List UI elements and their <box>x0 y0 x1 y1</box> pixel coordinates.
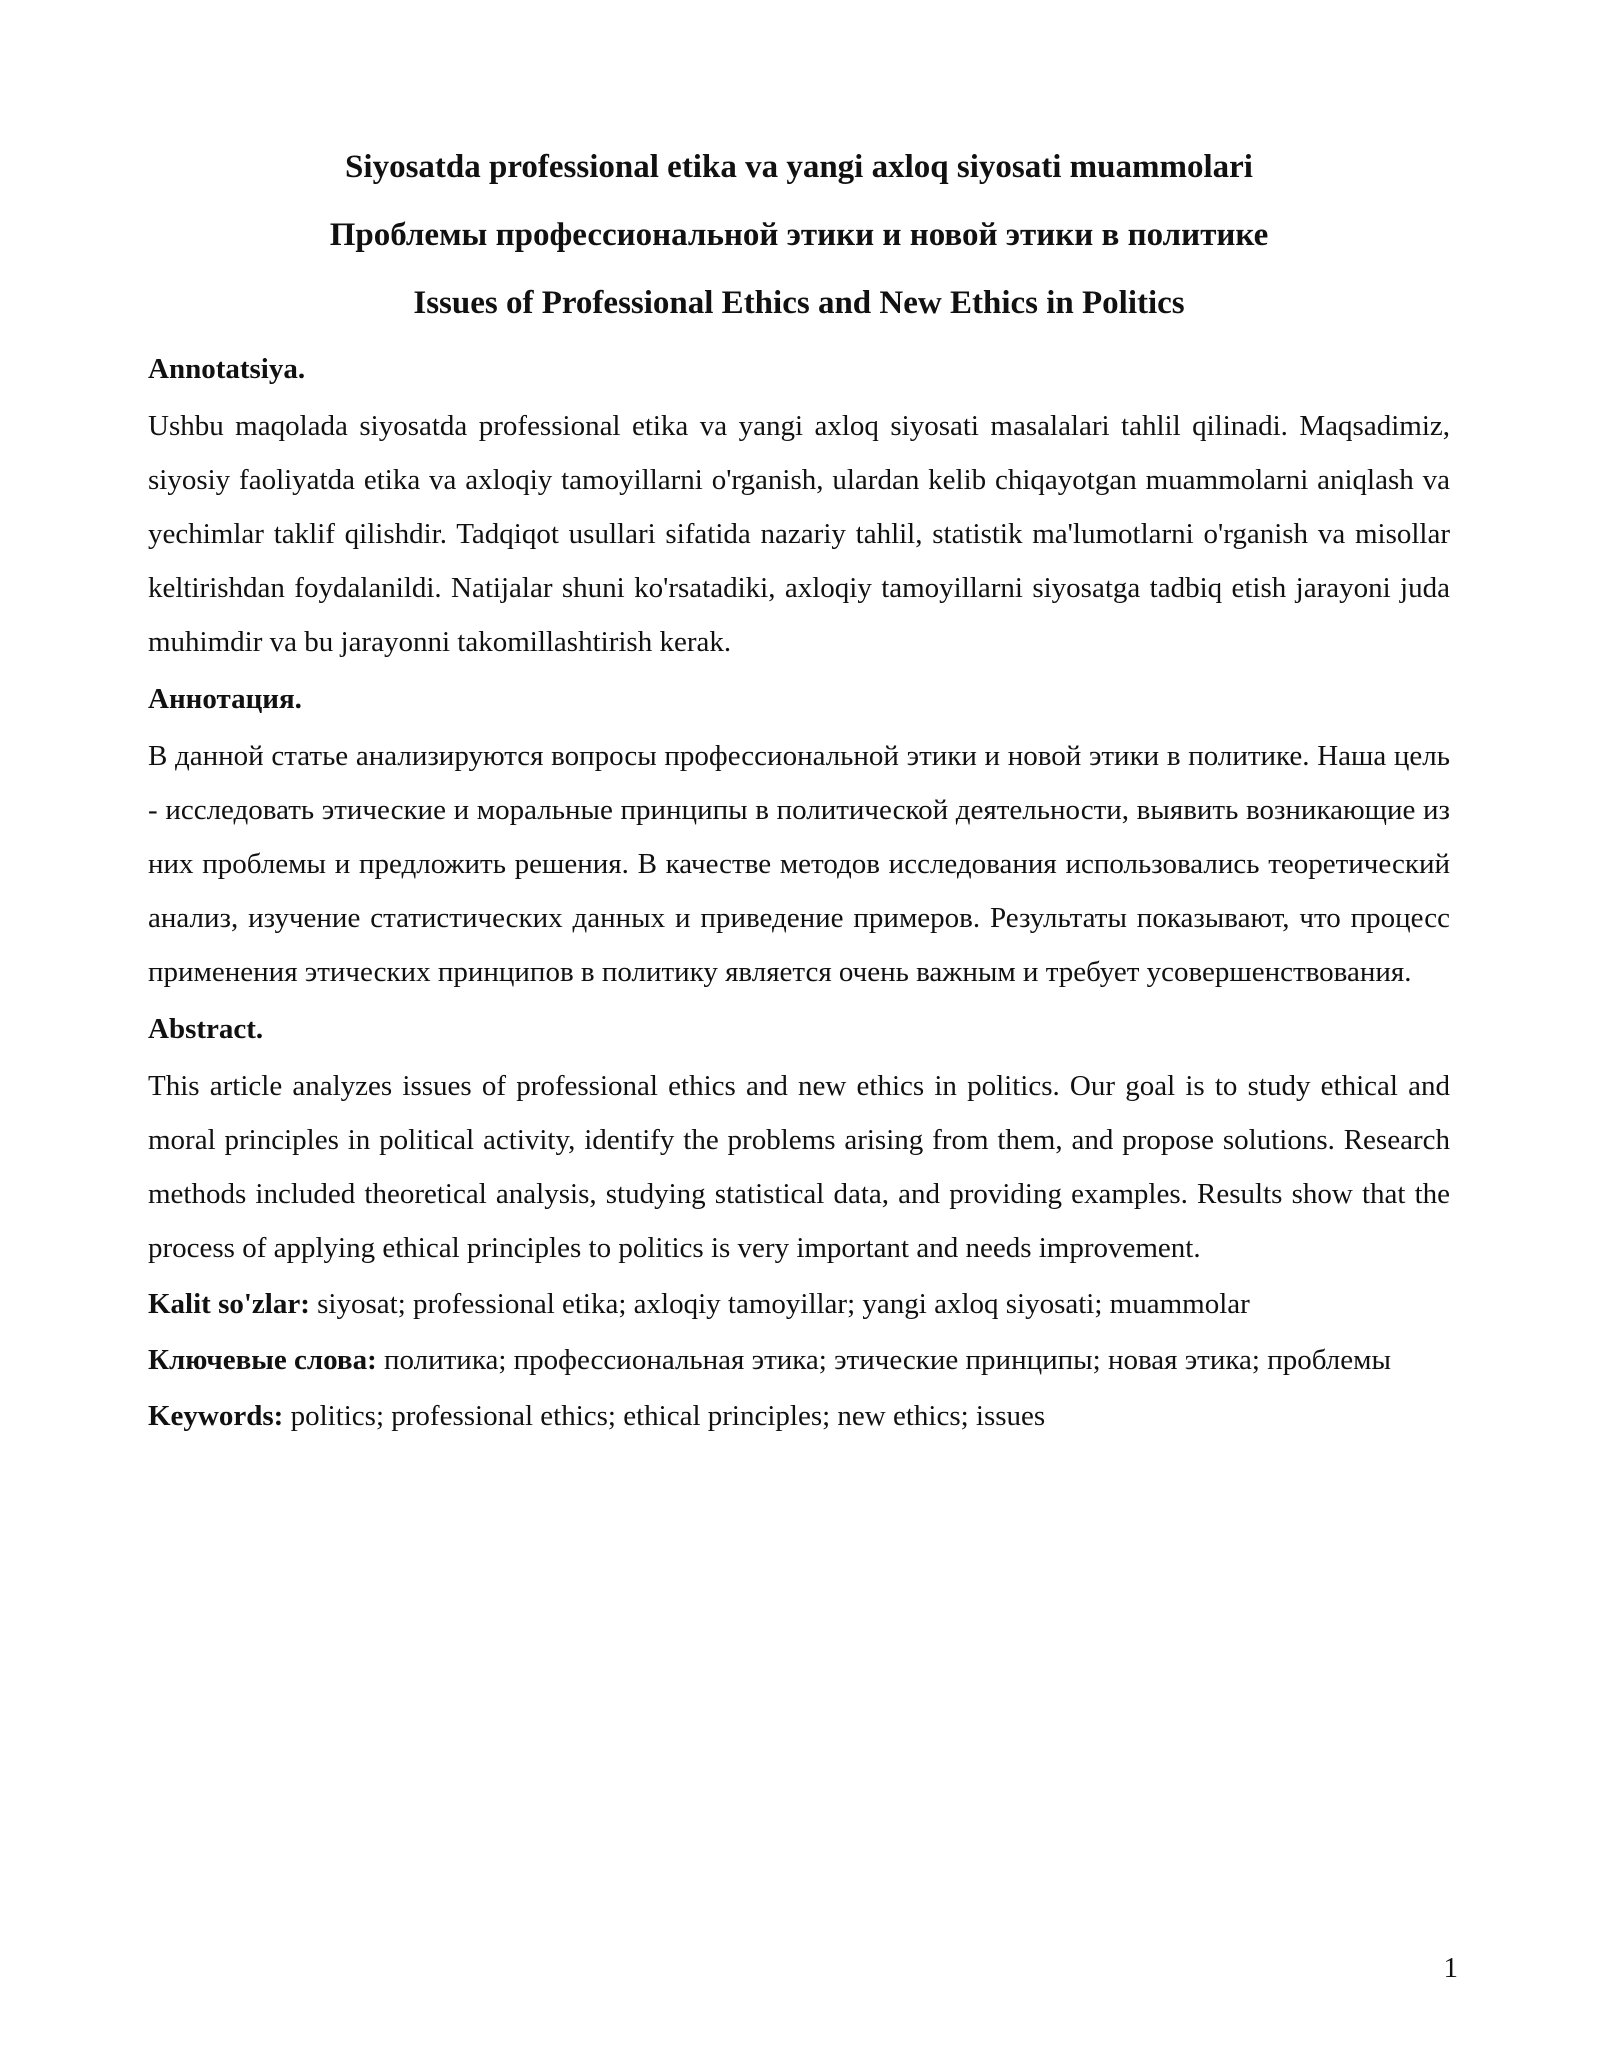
abstract-text-uzbek: Ushbu maqolada siyosatda professional etika va yangi axloq siyosati masalalari tahlil qilinadi. Maqsadimiz, siyosiy faoliyatda etika va axloqiy tamoyillarni o'rganish, ulardan kelib chiqayotgan muammolarni aniqlash va yechimlar taklif qilishdir. Tadqiqot usullari sifatida nazariy tahlil, statistik ma'lumotlarni o'rganish va misollar keltirishdan foydalanildi. Natijalar shuni ko'rsatadiki, axloqiy tamoyillarni siyosatga tadbiq etish jarayoni juda muhimdir va bu jarayonni takomillashtirish kerak. <box>148 410 1450 658</box>
keywords-text-english: politics; professional ethics; ethical principles; new ethics; issues <box>283 1400 1046 1432</box>
abstract-heading-russian: Аннотация. <box>148 683 302 715</box>
keywords-label-uzbek: Kalit so'zlar: <box>148 1288 310 1320</box>
keywords-text-russian: политика; профессиональная этика; этические принципы; новая этика; проблемы <box>376 1344 1391 1376</box>
keywords-label-english: Keywords: <box>148 1400 284 1432</box>
page-number: 1 <box>1443 1952 1458 1984</box>
keywords-uzbek <box>148 1283 1450 1325</box>
keywords-english <box>148 1395 1450 1437</box>
abstract-heading-english: Abstract. <box>148 1013 264 1045</box>
title-russian: Проблемы профессиональной этики и новой этики в политике <box>329 217 1269 253</box>
keywords-label-russian: Ключевые слова: <box>148 1344 377 1376</box>
title-english: Issues of Professional Ethics and New Ethics in Politics <box>413 285 1185 321</box>
abstract-text-english: This article analyzes issues of professional ethics and new ethics in politics. Our goal is to study ethical and moral principles in political activity, identify the problems arising from them, and propose solutions. Research methods included theoretical analysis, studying statistical data, and providing examples. Results show that the process of applying ethical principles to politics is very important and needs improvement. <box>148 1070 1450 1264</box>
keywords-russian <box>148 1339 1450 1381</box>
keywords-text-uzbek: siyosat; professional etika; axloqiy tamoyillar; yangi axloq siyosati; muammolar <box>309 1288 1250 1320</box>
document-page <box>148 145 1450 1451</box>
title-uzbek: Siyosatda professional etika va yangi axloq siyosati muammolari <box>345 149 1253 185</box>
abstract-text-russian: В данной статье анализируются вопросы профессиональной этики и новой этики в политике. Наша цель - исследовать этические и моральные принципы в политической деятельности, выявить возникающие из них проблемы и предложить решения. В качестве методов исследования использовались теоретический анализ, изучение статистических данных и приведение примеров. Результаты показывают, что процесс применения этических принципов в политику является очень важным и требует усовершенствования. <box>148 740 1450 988</box>
abstract-heading-uzbek: Annotatsiya. <box>148 353 306 385</box>
